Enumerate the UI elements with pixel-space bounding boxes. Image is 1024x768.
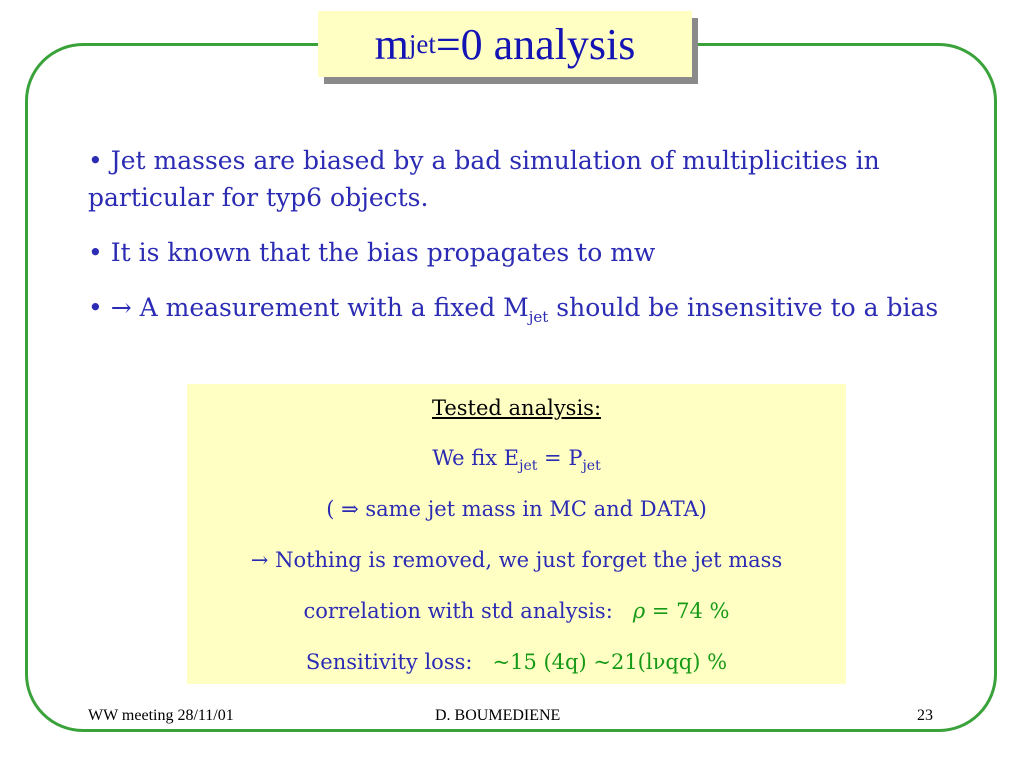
nothing-line — [187, 535, 846, 586]
arrow-icon: → — [110, 293, 132, 322]
correlation-value-group — [633, 599, 730, 623]
bullet-1 — [88, 142, 968, 216]
fix-line — [187, 433, 846, 484]
bullet-text: It is known that the bias propagates to mw — [110, 238, 656, 267]
bullet-text-post: should be insensitive to a bias — [556, 293, 939, 322]
bullet-3 — [88, 289, 968, 336]
implies-text: same jet mass in MC and DATA) — [365, 497, 707, 521]
fix-sub-1: jet — [519, 458, 538, 474]
sensitivity-value: ~15 (4q) ~21(lνqq) % — [492, 650, 728, 674]
fix-sub-2: jet — [582, 458, 601, 474]
sensitivity-label: Sensitivity loss: — [305, 650, 473, 674]
bullet-marker: • — [88, 146, 103, 175]
page-number: 23 — [917, 707, 933, 724]
footer-left: WW meeting 28/11/01 — [88, 707, 234, 724]
implies-open: ( — [326, 497, 335, 521]
slide-title — [318, 11, 692, 77]
bullet-text: Jet masses are biased by a bad simulation of multiplicities in particular for typ6 objects. — [88, 146, 880, 212]
correlation-label: correlation with std analysis: — [303, 599, 613, 623]
correlation-line — [187, 586, 846, 637]
bullet-marker: • — [88, 238, 103, 267]
title-subscript: jet — [408, 28, 436, 59]
box-heading: Tested analysis: — [431, 396, 602, 420]
bullet-marker: • — [88, 293, 103, 322]
arrow-icon: → — [250, 548, 269, 572]
fix-mid: = P — [537, 446, 583, 470]
sensitivity-line — [187, 637, 846, 688]
implies-line — [187, 484, 846, 535]
fix-pre: We fix E — [432, 446, 520, 470]
correlation-value: = 74 % — [651, 599, 730, 623]
tested-analysis-box — [187, 384, 846, 684]
footer-center: D. BOUMEDIENE — [435, 707, 561, 724]
title-m: m — [374, 19, 409, 69]
rho-symbol: ρ — [632, 599, 646, 623]
bullet-list — [88, 142, 968, 354]
title-rest: =0 analysis — [435, 19, 636, 69]
bullet-subscript: jet — [528, 308, 549, 326]
bullet-text-pre: A measurement with a fixed M — [139, 293, 529, 322]
nothing-text: Nothing is removed, we just forget the jet mass — [275, 548, 783, 572]
bullet-2 — [88, 234, 968, 271]
implies-arrow-icon: ⇒ — [341, 497, 359, 521]
box-heading-line — [187, 384, 846, 433]
